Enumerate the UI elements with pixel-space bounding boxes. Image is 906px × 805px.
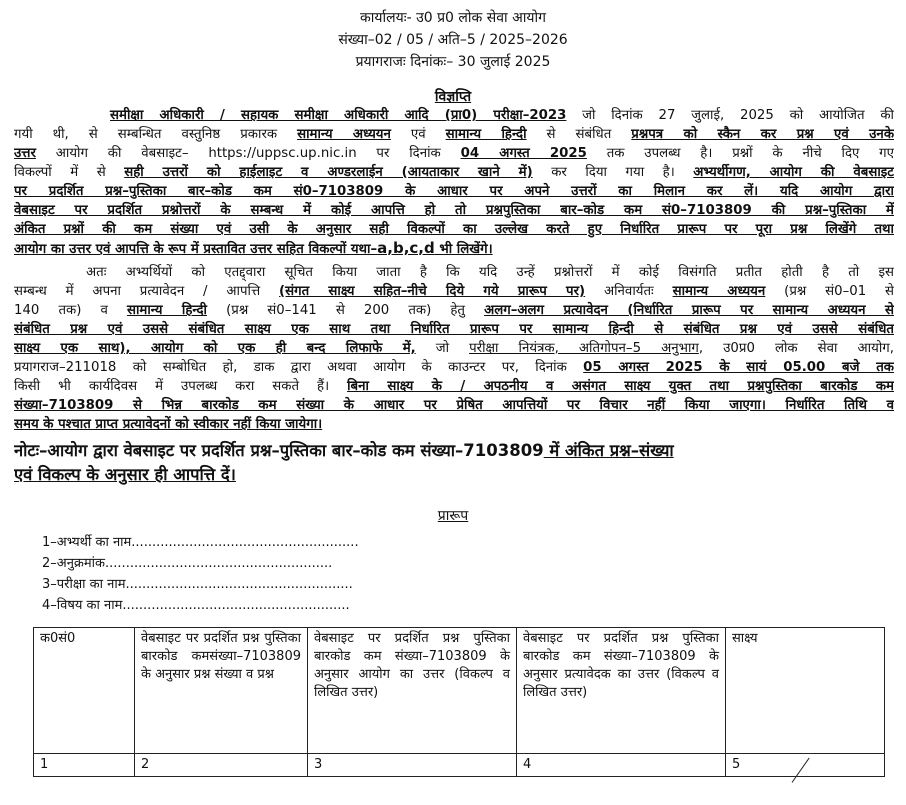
text: गयी थी, से सम्बन्धित वस्तुनिष्ठ प्रकारक [14, 127, 298, 142]
text: प्रयागराज–211018 को सम्बोधित हो, डाक द्वारा अथवा आयोग के काउन्टर पर, दिनांक [14, 360, 584, 375]
text: जो [415, 341, 470, 356]
para2-line-8: संख्या–7103809 से भिन्न बारकोड कम संख्या के आधार पर प्रेषित आपत्तियों पर विचार नहीं किया जाएगा। निर्धारित तिथि व [14, 398, 894, 413]
text: , उ0प्र0 लोक सेवा आयोग, [698, 341, 894, 356]
notice-title: विज्ञप्ति [434, 89, 472, 105]
subject-name-field: 4–विषय का नाम....................................................... [42, 598, 350, 613]
exam-name-field: 3–परीक्षा का नाम....................................................... [42, 577, 353, 592]
para2-line-3 [14, 301, 894, 320]
text: (प्रश्न सं0–141 से 200 तक) हेतु [207, 303, 485, 318]
table-header-row [34, 628, 885, 754]
para2-line-2 [14, 282, 894, 301]
place-date: प्रयागराजः दिनांकः– 30 जुलाई 2025 [355, 54, 551, 70]
para1-line-4 [14, 163, 894, 182]
para1-line-7: अंकित प्रश्नों की कम संख्या एवं उसी के अनुसार सही विकल्पों का उल्लेख करते हुए निर्धारित प्रारूप पर पूरा प्रश्न लिखेंगे तथा [14, 222, 894, 237]
para1-line-3 [14, 144, 894, 163]
row-cell-3: 3 [308, 754, 517, 777]
text: 140 तक) व [14, 303, 127, 318]
header-commission-answer: वेबसाइट पर प्रदर्शित प्रश्न पुस्तिका बारकोड कम संख्या–7103809 के अनुसार आयोग का उत्तर (विकल्प व लिखित उत्तर) [308, 628, 517, 754]
emphasis: उत्तर [14, 146, 36, 161]
text: (प्रश्न सं0–01 से [765, 284, 894, 299]
text: विकल्पों में से [14, 165, 125, 180]
text: कर दिया गया है। [532, 165, 694, 180]
text: आयोग का उत्तर एवं आपत्ति के रूप में प्रस्तावित उत्तर सहित विकल्पों यथा– [14, 242, 378, 257]
para2-line-4: संबंधित प्रश्न एवं उससे संबंधित साक्ष्य एक साथ तथा निर्धारित प्रारूप पर सामान्य हिन्दी से संबंधित प्रश्न एवं उससे संबंधित [14, 322, 894, 337]
text: किसी भी कार्यदिवस में उपलब्ध करा सकते हैं। [14, 379, 348, 394]
options-abcd: a,b,c,d [377, 239, 435, 257]
website-text: आयोग की वेबसाइट– https://uppsc.up.nic.in पर दिनांक [35, 146, 461, 161]
para2-line-9: समय के पश्चात प्राप्त प्रत्यावेदनों को स्वीकार नहीं किया जायेगा। [14, 417, 323, 432]
text: एवं [390, 127, 446, 142]
emphasis: अलग–अलग प्रत्यावेदन (निर्धारित प्रारूप पर सामान्य अध्ययन से [484, 303, 894, 318]
deadline: 05 अगस्त 2025 के सायं 05.00 बजे तक [583, 360, 894, 375]
header-serial: क0सं0 [34, 628, 135, 754]
text: तक उपलब्ध है। प्रश्नों के नीचे दिए गए [586, 146, 894, 161]
para2-line-1: अतः अभ्यर्थियों को एतद्द्वारा सूचित किया जाता है कि यदि उन्हें प्रश्नोत्तरों में कोई विसंगति प्रतीत होती है तो इस [86, 265, 894, 280]
text: अनिवार्यतः [585, 284, 673, 299]
row-cell-5: 5 [726, 754, 885, 777]
note-text: में अंकित प्रश्न–संख्या [543, 441, 674, 460]
subject-ga: सामान्य अध्ययन [297, 127, 391, 142]
para2-line-6 [14, 358, 894, 377]
emphasis: साक्ष्य एक साथ), आयोग को एक ही बन्द लिफाफे में, [14, 341, 416, 356]
roll-number-field: 2–अनुक्रमांक....................................................... [42, 556, 333, 571]
para2-line-7 [14, 377, 894, 396]
para1-line-6: वेबसाइट पर प्रदर्शित प्रश्नोत्तरों के सम्बन्ध में कोई आपत्ति हो तो प्रश्नपुस्तिका बार–कोड कम सं0–7103809 की प्रश्न–पुस्तिका में [14, 203, 894, 218]
text: सम्बन्ध में अपना प्रत्यावेदन / आपत्ति [14, 284, 280, 299]
office-heading: कार्यालयः- उ0 प्र0 लोक सेवा आयोग [360, 10, 546, 26]
reference-number: संख्या–02 / 05 / अति–5 / 2025–2026 [338, 32, 568, 48]
para2-line-5 [14, 339, 894, 358]
para1-line-1 [14, 106, 894, 125]
subject-hindi: सामान्य हिन्दी [445, 127, 527, 142]
header-evidence: साक्ष्य [726, 628, 885, 754]
availability-date: 04 अगस्त 2025 [460, 146, 587, 161]
header-question: वेबसाइट पर प्रदर्शित प्रश्न पुस्तिका बारकोड कमसंख्या–7103809 के अनुसार प्रश्न संख्या व प्रश्न [135, 628, 308, 754]
emphasis: अभ्यर्थीगण, आयोग की वेबसाइट [693, 165, 894, 180]
evidence-note: (संगत साक्ष्य सहित–नीचे दिये गये प्रारूप पर) [279, 284, 586, 299]
text: जो दिनांक 27 जुलाई, 2025 को आयोजित की [566, 108, 894, 123]
para1-line-5: पर प्रदर्शित प्रश्न–पुस्तिका बार–कोड कम सं0–7103809 के आधार पर अपने उत्तरों का मिलान कर लें। यदि आयोग द्वारा [14, 184, 894, 199]
text: से संबंधित [526, 127, 632, 142]
table-row [34, 754, 885, 777]
subject-ga: सामान्य अध्ययन [672, 284, 766, 299]
emphasis: सही उत्तरों को हाईलाइट व अण्डरलाईन (आयताकार खाने में) [124, 165, 533, 180]
exam-controller: परीक्षा नियंत्रक, अतिगोपन–5 अनुभाग [469, 341, 699, 356]
exam-name: समीक्षा अधिकारी / सहायक समीक्षा अधिकारी आदि (प्रा0) परीक्षा–2023 [110, 108, 567, 123]
note-text: नोटः–आयोग द्वारा वेबसाइट पर प्रदर्शित प्रश्न–पुस्तिका बार–कोड कम संख्या–7103809 [14, 441, 544, 460]
subject-hindi: सामान्य हिन्दी [126, 303, 207, 318]
text: भी लिखेंगे। [434, 242, 493, 257]
candidate-name-field: 1–अभ्यर्थी का नाम....................................................... [42, 535, 359, 550]
note-line-1 [14, 439, 894, 463]
row-cell-2: 2 [135, 754, 308, 777]
form-title: प्रारूप [437, 508, 469, 524]
row-cell-4: 4 [517, 754, 726, 777]
para1-line-2 [14, 125, 894, 144]
objection-table [33, 627, 885, 777]
note-line-2: एवं विकल्प के अनुसार ही आपत्ति दें। [14, 465, 236, 484]
header-candidate-answer: वेबसाइट पर प्रदर्शित प्रश्न पुस्तिका बारकोड कम संख्या–7103809 के अनुसार प्रत्यावेदक का उत्तर (विकल्प व लिखित उत्तर) [517, 628, 726, 754]
row-cell-1: 1 [34, 754, 135, 777]
emphasis: बिना साक्ष्य के / अपठनीय व असंगत साक्ष्य युक्त तथा प्रश्नपुस्तिका बारकोड कम [347, 379, 894, 394]
para1-line-8 [14, 239, 894, 259]
emphasis: प्रश्नपत्र को स्कैन कर प्रश्न एवं उनके [631, 127, 894, 142]
